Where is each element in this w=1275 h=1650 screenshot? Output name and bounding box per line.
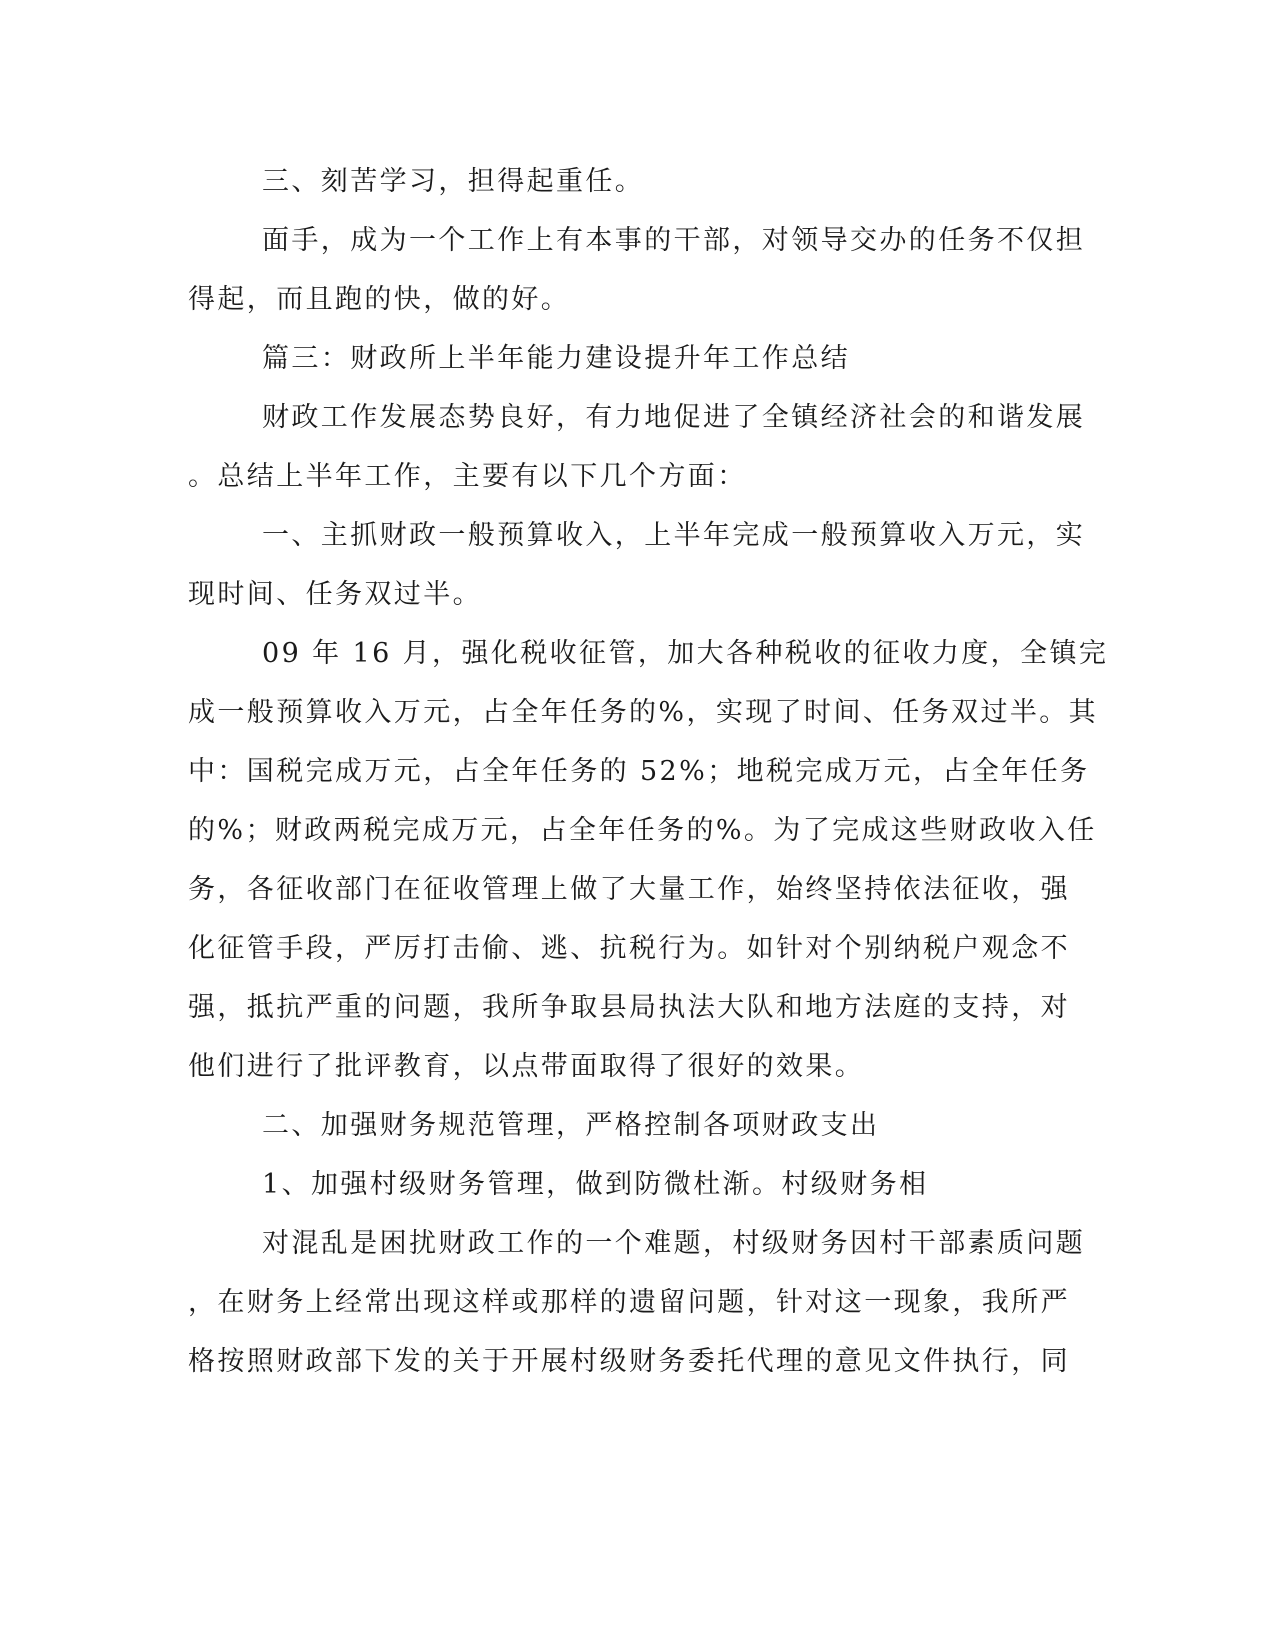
paragraph-line: ，在财务上经常出现这样或那样的遗留问题，针对这一现象，我所严 [188,1287,1070,1318]
paragraph-line: 的%；财政两税完成万元，占全年任务的%。为了完成这些财政收入任 [188,815,1097,846]
section-heading: 二、加强财务规范管理，严格控制各项财政支出 [262,1110,880,1141]
paragraph-line: 现时间、任务双过半。 [188,579,482,610]
paragraph-line: 成一般预算收入万元，占全年任务的%，实现了时间、任务双过半。其 [188,697,1099,728]
paragraph-line: 1、加强村级财务管理，做到防微杜渐。村级财务相 [262,1169,929,1200]
chapter-title: 篇三：财政所上半年能力建设提升年工作总结 [262,343,850,374]
paragraph-line: 他们进行了批评教育，以点带面取得了很好的效果。 [188,1051,865,1082]
paragraph-line: 中：国税完成万元，占全年任务的 52%；地税完成万元，占全年任务 [188,756,1090,787]
paragraph-line: 强，抵抗严重的问题，我所争取县局执法大队和地方法庭的支持，对 [188,992,1070,1023]
paragraph-line: 。总结上半年工作，主要有以下几个方面： [188,461,747,492]
paragraph-line: 化征管手段，严厉打击偷、逃、抗税行为。如针对个别纳税户观念不 [188,933,1070,964]
paragraph-line: 务，各征收部门在征收管理上做了大量工作，始终坚持依法征收，强 [188,874,1070,905]
paragraph-line: 面手，成为一个工作上有本事的干部，对领导交办的任务不仅担 [262,225,1086,256]
paragraph-line: 得起，而且跑的快，做的好。 [188,284,571,315]
paragraph-line: 09 年 16 月，强化税收征管，加大各种税收的征收力度，全镇完 [262,638,1109,669]
paragraph-line: 对混乱是困扰财政工作的一个难题，村级财务因村干部素质问题 [262,1228,1086,1259]
paragraph-line: 格按照财政部下发的关于开展村级财务委托代理的意见文件执行，同 [188,1346,1070,1377]
section-heading: 一、主抓财政一般预算收入，上半年完成一般预算收入万元，实 [262,520,1086,551]
section-heading: 三、刻苦学习，担得起重任。 [262,166,645,197]
paragraph-line: 财政工作发展态势良好，有力地促进了全镇经济社会的和谐发展 [262,402,1086,433]
